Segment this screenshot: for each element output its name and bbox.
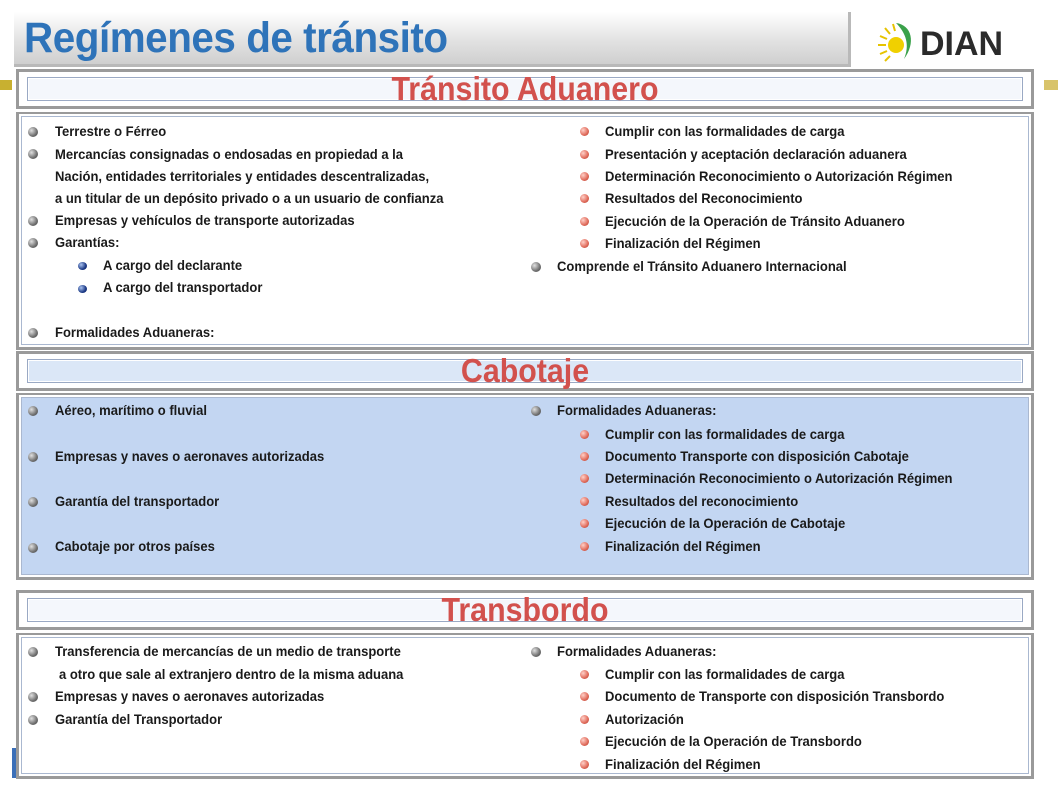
list-item: Garantía del Transportador <box>55 711 223 727</box>
page-title: Regímenes de tránsito <box>24 14 448 62</box>
section-title: Cabotaje <box>460 352 590 389</box>
sub-bullet-icon <box>580 760 589 769</box>
bullet-icon <box>531 406 541 416</box>
list-item: Nación, entidades territoriales y entidades descentralizadas, <box>55 168 430 184</box>
bullet-icon <box>28 497 38 507</box>
section-title: Tránsito Aduanero <box>391 70 659 107</box>
list-item: Cumplir con las formalidades de carga <box>605 426 845 442</box>
list-item: Empresas y naves o aeronaves autorizadas <box>55 448 325 464</box>
bullet-icon <box>531 647 541 657</box>
sub-bullet-icon <box>580 542 589 551</box>
bullet-icon <box>531 262 541 272</box>
bullet-icon <box>28 328 38 338</box>
list-item: Finalización del Régimen <box>605 538 761 554</box>
list-item: Comprende el Tránsito Aduanero Internacional <box>557 258 847 274</box>
section-header-transbordo <box>16 590 1034 630</box>
section-header-transito <box>16 69 1034 109</box>
list-item: Aéreo, marítimo o fluvial <box>55 402 207 418</box>
sub-bullet-icon <box>580 127 589 136</box>
sub-bullet-icon <box>580 519 589 528</box>
sub-bullet-icon <box>580 194 589 203</box>
bullet-icon <box>28 127 38 137</box>
bullet-icon <box>28 216 38 226</box>
sub-bullet-icon <box>580 474 589 483</box>
list-item: Cumplir con las formalidades de carga <box>605 666 845 682</box>
list-item: Ejecución de la Operación de Tránsito Aduanero <box>605 213 905 229</box>
list-item: Autorización <box>605 711 684 727</box>
list-item: Mercancías consignadas o endosadas en propiedad a la <box>55 146 404 162</box>
list-item: A cargo del transportador <box>103 279 263 295</box>
section-title: Transbordo <box>441 591 609 628</box>
list-item: a otro que sale al extranjero dentro de la misma aduana <box>59 666 404 682</box>
list-item: Empresas y naves o aeronaves autorizadas <box>55 688 325 704</box>
sub-bullet-icon <box>580 497 589 506</box>
bullet-icon <box>28 692 38 702</box>
sub-bullet-icon <box>580 430 589 439</box>
list-item: Garantía del transportador <box>55 493 220 509</box>
logo-text: DIAN <box>920 25 1004 63</box>
list-item: Formalidades Aduaneras: <box>557 402 717 418</box>
sub-bullet-icon <box>580 452 589 461</box>
sub-bullet-icon <box>78 285 87 293</box>
list-item: Terrestre o Férreo <box>55 123 167 139</box>
list-item: Garantías: <box>55 234 120 250</box>
list-item: Determinación Reconocimiento o Autorización Régimen <box>605 470 953 486</box>
sub-bullet-icon <box>580 692 589 701</box>
bullet-icon <box>28 543 38 553</box>
list-item: Resultados del reconocimiento <box>605 493 799 509</box>
list-item: a un titular de un depósito privado o a un usuario de confianza <box>55 190 444 206</box>
list-item: Cabotaje por otros países <box>55 538 215 554</box>
sub-bullet-icon <box>580 239 589 248</box>
accent-bar <box>0 80 12 90</box>
list-item: Ejecución de la Operación de Cabotaje <box>605 515 846 531</box>
list-item: Cumplir con las formalidades de carga <box>605 123 845 139</box>
accent-bar <box>1044 80 1058 90</box>
list-item: Documento Transporte con disposición Cabotaje <box>605 448 909 464</box>
dian-logo <box>876 15 1026 65</box>
list-item: Documento de Transporte con disposición Transbordo <box>605 688 945 704</box>
list-item: Finalización del Régimen <box>605 235 761 251</box>
list-item: Finalización del Régimen <box>605 756 761 772</box>
bullet-icon <box>28 149 38 159</box>
sub-bullet-icon <box>580 172 589 181</box>
bullet-icon <box>28 647 38 657</box>
list-item: Empresas y vehículos de transporte autorizadas <box>55 212 355 228</box>
bullet-icon <box>28 238 38 248</box>
sub-bullet-icon <box>580 715 589 724</box>
bullet-icon <box>28 715 38 725</box>
sun-leaf-logo-icon <box>878 23 911 61</box>
bullet-icon <box>28 406 38 416</box>
sub-bullet-icon <box>580 670 589 679</box>
sub-bullet-icon <box>580 150 589 159</box>
section-header-cabotaje <box>16 351 1034 391</box>
list-item: Transferencia de mercancías de un medio de transporte <box>55 643 401 659</box>
list-item: Ejecución de la Operación de Transbordo <box>605 733 862 749</box>
list-item: Resultados del Reconocimiento <box>605 190 803 206</box>
list-item: Formalidades Aduaneras: <box>557 643 717 659</box>
sub-bullet-icon <box>78 262 87 270</box>
bullet-icon <box>28 452 38 462</box>
sub-bullet-icon <box>580 737 589 746</box>
list-item: Determinación Reconocimiento o Autorización Régimen <box>605 168 953 184</box>
list-item: Formalidades Aduaneras: <box>55 324 215 340</box>
list-item: A cargo del declarante <box>103 257 243 273</box>
list-item: Presentación y aceptación declaración aduanera <box>605 146 907 162</box>
sub-bullet-icon <box>580 217 589 226</box>
